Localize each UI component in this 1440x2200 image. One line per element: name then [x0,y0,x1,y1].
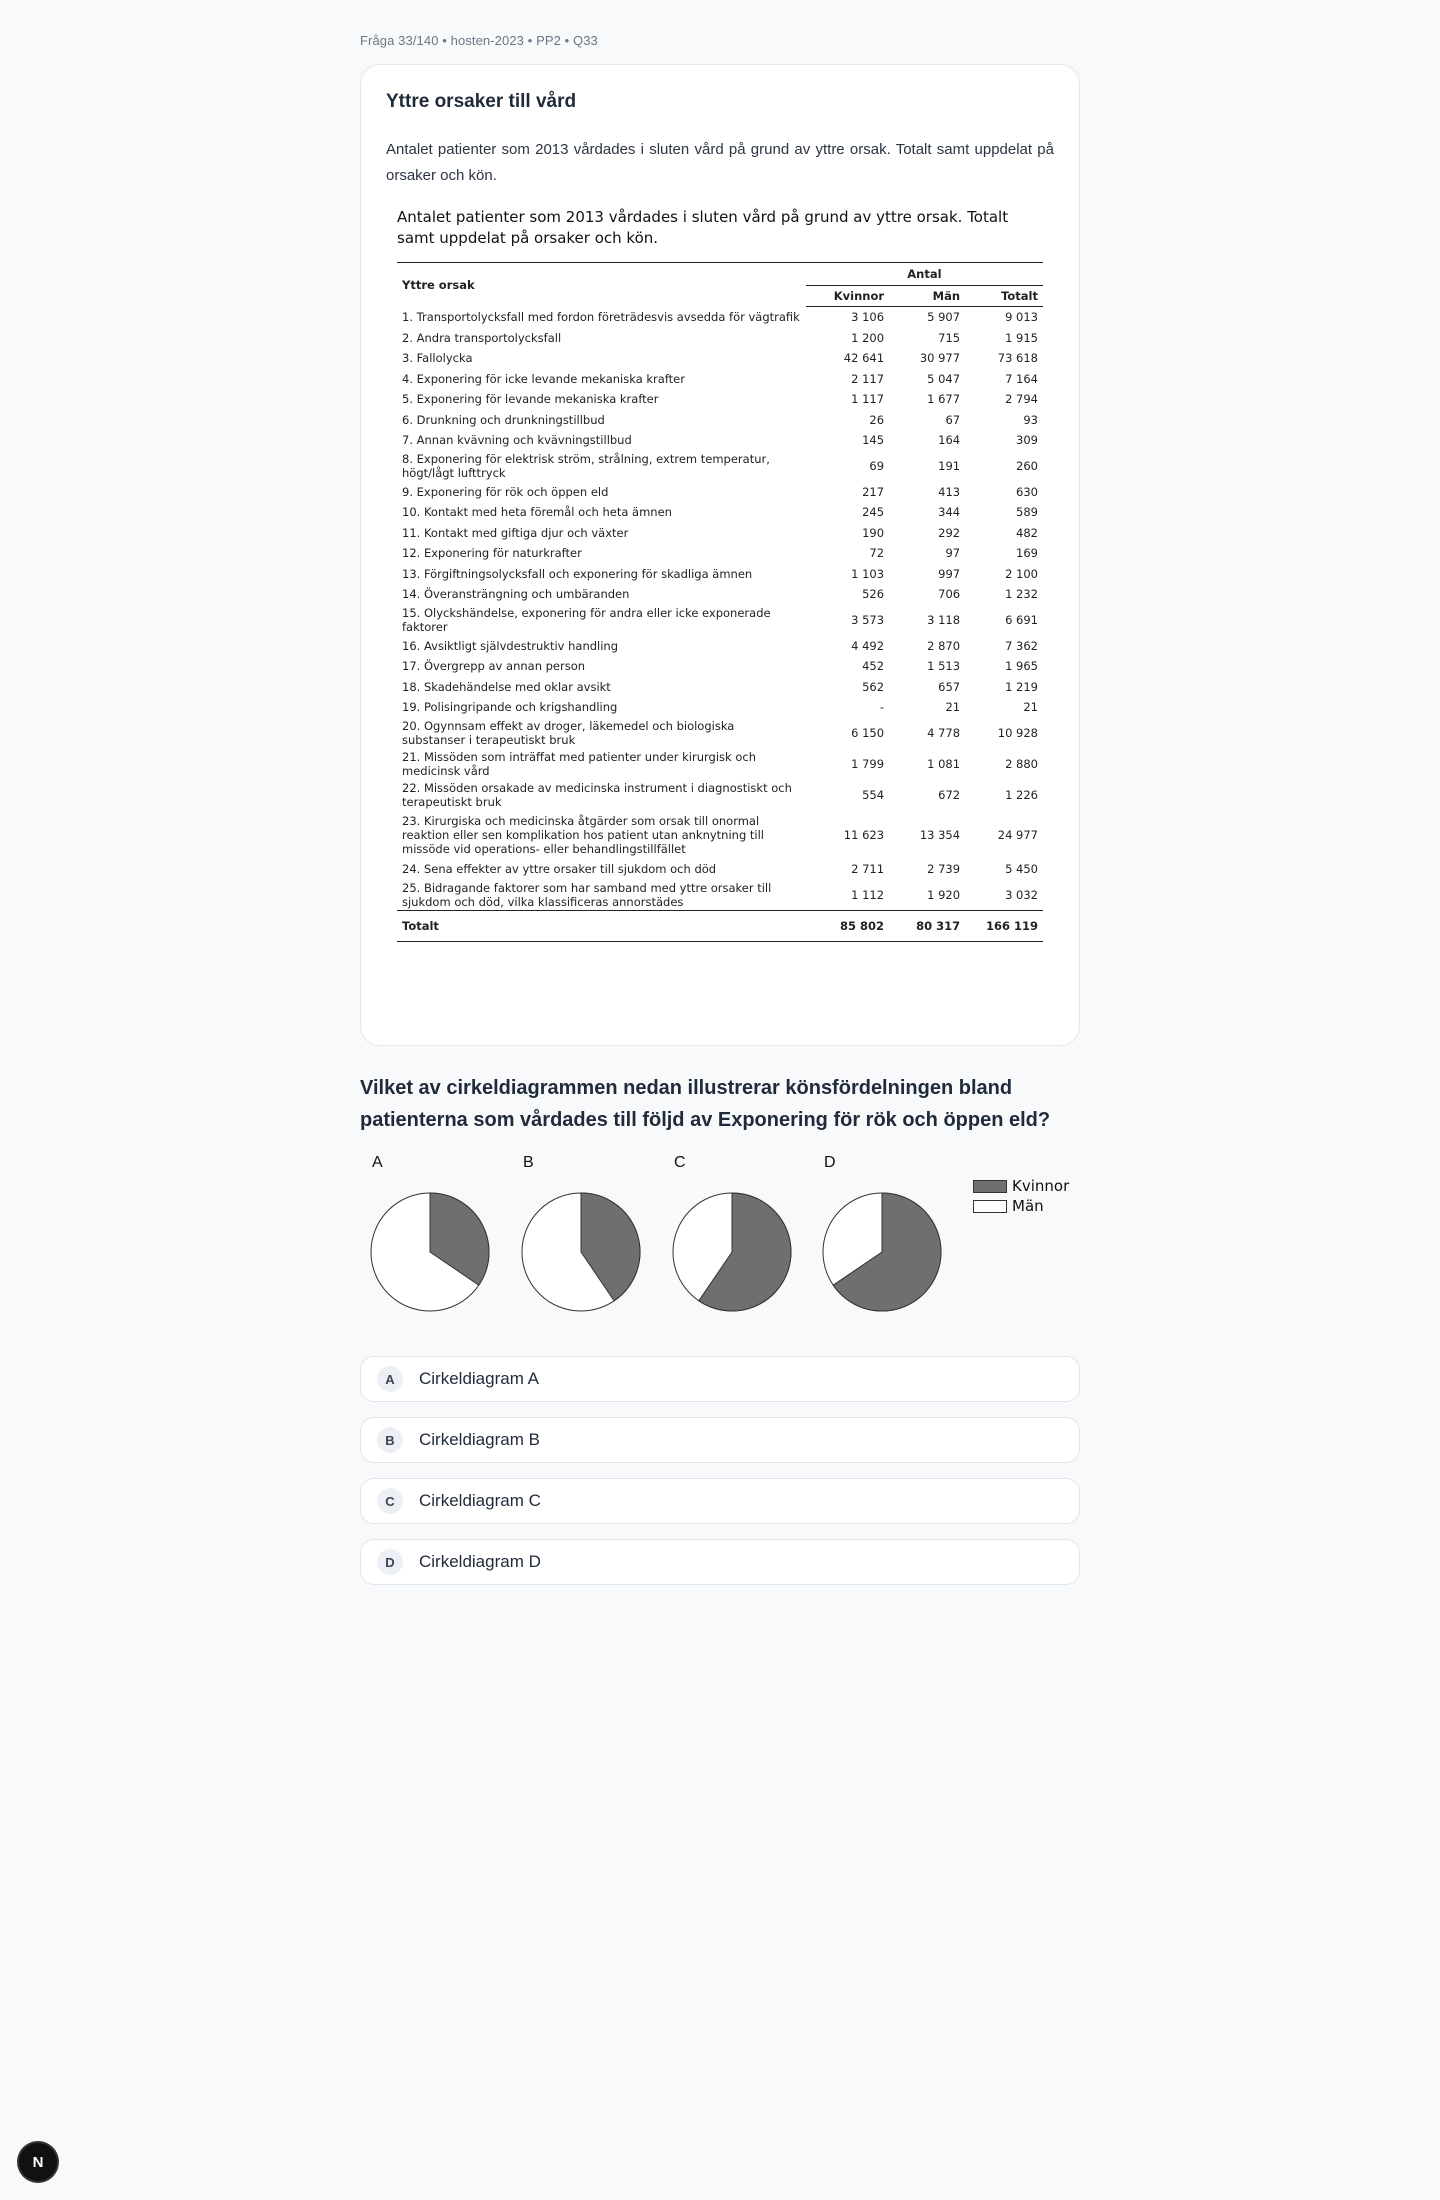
row-totalt: 1 232 [1005,587,1038,602]
card-title: Yttre orsaker till vård [386,91,577,112]
pie-label-b: B [523,1154,534,1171]
row-cause: 1. Transportolycksfall med fordon företrädesvis avsedda för vägtrafik [402,310,800,324]
row-man: 344 [938,505,961,520]
row-kvinnor: 2 117 [851,371,885,386]
table-row [397,859,1043,880]
row-cause: 13. Förgiftningsolycksfall och exponering för skadliga ämnen [402,566,753,581]
row-cause: 17. Övergrepp av annan person [402,659,586,674]
row-cause: 9. Exponering för rök och öppen eld [402,484,609,499]
row-totalt: 10 928 [997,726,1038,740]
table-row [397,410,1043,431]
row-cause: 14. Överansträngning och umbäranden [402,587,630,602]
total-label: Totalt [397,911,806,942]
option-d-badge: D [377,1549,403,1575]
row-cause: 12. Exponering för naturkrafter [402,546,582,561]
row-kvinnor: 1 117 [851,392,885,407]
row-man: 657 [938,679,961,694]
row-kvinnor: 3 573 [851,613,885,627]
row-cause: 8. Exponering för elektrisk ström, strålning, extrem temperatur, högt/lågt lufttryck [402,452,770,480]
row-totalt: 7 362 [1005,638,1038,653]
row-totalt: 2 880 [1005,757,1038,771]
row-man: 30 977 [919,351,961,366]
pie-chart-a [360,1154,485,1344]
option-b-label: Cirkeldiagram B [419,1430,540,1449]
legend-item-man [973,1196,1069,1216]
row-cause: 24. Sena effekter av yttre orsaker till sjukdom och död [402,861,717,876]
row-cause: 2. Andra transportolycksfall [402,330,562,345]
table-caption: Antalet patienter som 2013 vårdades i sluten vård på grund av yttre orsak. Totalt samt uppdelat på orsaker och kön. [397,208,1009,247]
row-cause: 25. Bidragande faktorer som har samband med yttre orsaker till sjukdom och död, vilka klassificeras annorstädes [402,880,772,909]
pie-svg-a [370,1192,492,1314]
option-d[interactable] [360,1539,1080,1585]
row-totalt: 482 [1016,525,1038,540]
table-row [397,656,1043,677]
row-cause: 7. Annan kvävning och kvävningstillbud [402,433,632,448]
row-man: 292 [938,525,961,540]
row-man: 13 354 [919,827,961,842]
total-totalt: 166 119 [965,911,1043,942]
row-cause: 11. Kontakt med giftiga djur och växter [402,525,629,540]
row-kvinnor: 190 [862,525,885,540]
row-kvinnor: 1 200 [851,330,885,345]
option-c-label: Cirkeldiagram C [419,1491,541,1510]
header-totalt: Totalt [965,286,1043,307]
table-row [397,307,1043,328]
row-man: 5 907 [927,310,961,325]
option-a-badge: A [377,1366,403,1392]
row-cause: 20. Ogynnsam effekt av droger, läkemedel och biologiska substanser i terapeutiskt bruk [402,719,735,747]
table-row [397,605,1043,636]
row-cause: 19. Polisingripande och krigshandling [402,700,618,715]
row-man: 67 [945,412,961,427]
table-row [397,389,1043,410]
option-b[interactable] [360,1417,1080,1463]
legend-item-kvinnor [973,1176,1069,1196]
row-kvinnor: 562 [862,679,885,694]
row-kvinnor: 526 [862,587,885,602]
total-man: 80 317 [889,911,965,942]
table-row [397,677,1043,698]
option-a-label: Cirkeldiagram A [419,1369,539,1388]
card-description: Antalet patienter som 2013 vårdades i sluten vård på grund av yttre orsak. Totalt samt uppdelat på orsaker och kön. [386,141,1054,184]
row-kvinnor: 11 623 [843,827,885,842]
option-b-badge: B [377,1427,403,1453]
row-man: 97 [945,546,961,561]
row-man: 413 [938,484,961,499]
row-totalt: 6 691 [1005,613,1038,627]
row-kvinnor: 4 492 [851,638,885,653]
row-totalt: 2 100 [1005,566,1038,581]
row-kvinnor: 1 112 [851,887,885,902]
row-kvinnor: 6 150 [851,726,885,740]
row-cause: 16. Avsiktligt självdestruktiv handling [402,638,619,653]
pie-chart-b [511,1154,636,1344]
row-kvinnor: 554 [862,788,885,802]
row-totalt: 589 [1016,505,1038,520]
row-cause: 18. Skadehändelse med oklar avsikt [402,679,611,694]
option-c[interactable] [360,1478,1080,1524]
row-totalt: 7 164 [1005,371,1038,386]
row-totalt: 169 [1016,546,1038,561]
pie-label-c: C [674,1154,686,1171]
table-row [397,879,1043,911]
pie-chart-d [812,1154,937,1344]
context-card [360,64,1080,1046]
option-a[interactable] [360,1356,1080,1402]
pie-label-d: D [824,1154,836,1171]
row-man: 2 870 [927,638,961,653]
row-totalt: 21 [1023,700,1038,715]
row-cause: 23. Kirurgiska och medicinska åtgärder som orsak till onormal reaktion eller sen komplikation hos patient utan anknytning till missöde vid operations- eller behandlingstillfället [402,813,765,856]
pie-svg-b [521,1192,643,1314]
row-man: 5 047 [927,371,961,386]
row-totalt: 1 219 [1005,679,1038,694]
table-row [397,502,1043,523]
row-totalt: 630 [1016,484,1038,499]
row-kvinnor: 42 641 [843,351,885,366]
header-man: Män [889,286,965,307]
row-man: 1 081 [927,757,961,771]
row-totalt: 93 [1023,412,1038,427]
row-kvinnor: 1 799 [851,757,885,771]
row-man: 164 [938,433,961,448]
table-row [397,482,1043,503]
row-cause: 21. Missöden som inträffat med patienter under kirurgisk och medicinsk vård [402,750,756,778]
legend-swatch-man [973,1200,1007,1213]
legend-label-man: Män [1012,1197,1044,1215]
row-totalt: 24 977 [997,827,1038,842]
row-man: 191 [938,459,961,473]
pie-chart-c [662,1154,787,1344]
row-cause: 10. Kontakt med heta föremål och heta ämnen [402,505,672,520]
row-man: 1 513 [927,659,961,674]
row-totalt: 1 226 [1005,788,1038,802]
row-totalt: 9 013 [1005,310,1038,325]
row-cause: 3. Fallolycka [402,351,473,366]
row-man: 706 [938,587,961,602]
answer-options [360,1356,1080,1585]
legend-swatch-kvinnor [973,1180,1007,1193]
row-totalt: 260 [1016,459,1038,473]
table-figure [386,207,1054,942]
row-totalt: 309 [1016,433,1038,448]
pie-svg-c [672,1192,794,1314]
table-row [397,636,1043,657]
row-totalt: 73 618 [997,351,1038,366]
table-row [397,430,1043,451]
table-row [397,749,1043,780]
table-row [397,584,1043,605]
row-man: 1 677 [927,392,961,407]
row-cause: 6. Drunkning och drunkningstillbud [402,412,605,427]
row-kvinnor: 245 [862,505,885,520]
causes-table [397,262,1043,942]
table-row [397,780,1043,811]
row-cause: 22. Missöden orsakade av medicinska instrument i diagnostiskt och terapeutiskt bruk [402,781,792,809]
table-row [397,348,1043,369]
row-cause: 4. Exponering för icke levande mekaniska krafter [402,371,685,386]
table-row [397,564,1043,585]
header-cause: Yttre orsak [397,263,806,307]
table-row [397,697,1043,718]
row-man: 715 [938,330,961,345]
pie-label-a: A [372,1154,383,1171]
app-logo-button[interactable]: N [19,2143,57,2181]
table-row [397,369,1043,390]
pie-svg-d [822,1192,944,1314]
pie-legend [973,1176,1069,1216]
row-cause: 5. Exponering för levande mekaniska krafter [402,392,659,407]
table-row [397,718,1043,749]
row-totalt: 5 450 [1005,861,1038,876]
row-kvinnor: - [879,700,885,715]
row-kvinnor: 2 711 [851,861,885,876]
option-d-label: Cirkeldiagram D [419,1552,541,1571]
row-kvinnor: 69 [869,459,885,473]
question-text: Vilket av cirkeldiagrammen nedan illustrerar könsfördelningen bland patienterna som vårdades till följd av Exponering för rök och öppen eld? [360,1077,1051,1131]
row-man: 1 920 [927,887,961,902]
row-man: 4 778 [927,726,961,740]
row-man: 997 [938,566,961,581]
main-column [360,0,1080,1600]
table-row [397,451,1043,482]
question-meta: Fråga 33/140 • hosten-2023 • PP2 • Q33 [360,33,598,48]
legend-label-kvinnor: Kvinnor [1012,1177,1070,1195]
table-row [397,811,1043,859]
option-c-badge: C [377,1488,403,1514]
row-man: 672 [938,788,961,802]
table-row [397,523,1043,544]
row-totalt: 2 794 [1005,392,1038,407]
row-totalt: 1 915 [1005,330,1038,345]
header-antal: Antal [806,263,1043,286]
row-man: 2 739 [927,861,961,876]
row-kvinnor: 145 [862,433,885,448]
pie-charts [360,1154,1080,1344]
total-kvinnor: 85 802 [806,911,889,942]
row-totalt: 1 965 [1005,659,1038,674]
row-kvinnor: 217 [862,484,885,499]
row-man: 3 118 [927,613,961,627]
header-kvinnor: Kvinnor [806,286,889,307]
row-kvinnor: 1 103 [851,566,885,581]
row-kvinnor: 3 106 [851,310,885,325]
row-man: 21 [945,700,961,715]
table-row [397,543,1043,564]
table-row [397,328,1043,349]
row-totalt: 3 032 [1005,887,1038,902]
row-cause: 15. Olyckshändelse, exponering för andra eller icke exponerade faktorer [402,606,771,634]
row-kvinnor: 452 [862,659,885,674]
row-kvinnor: 26 [869,412,885,427]
row-kvinnor: 72 [869,546,885,561]
